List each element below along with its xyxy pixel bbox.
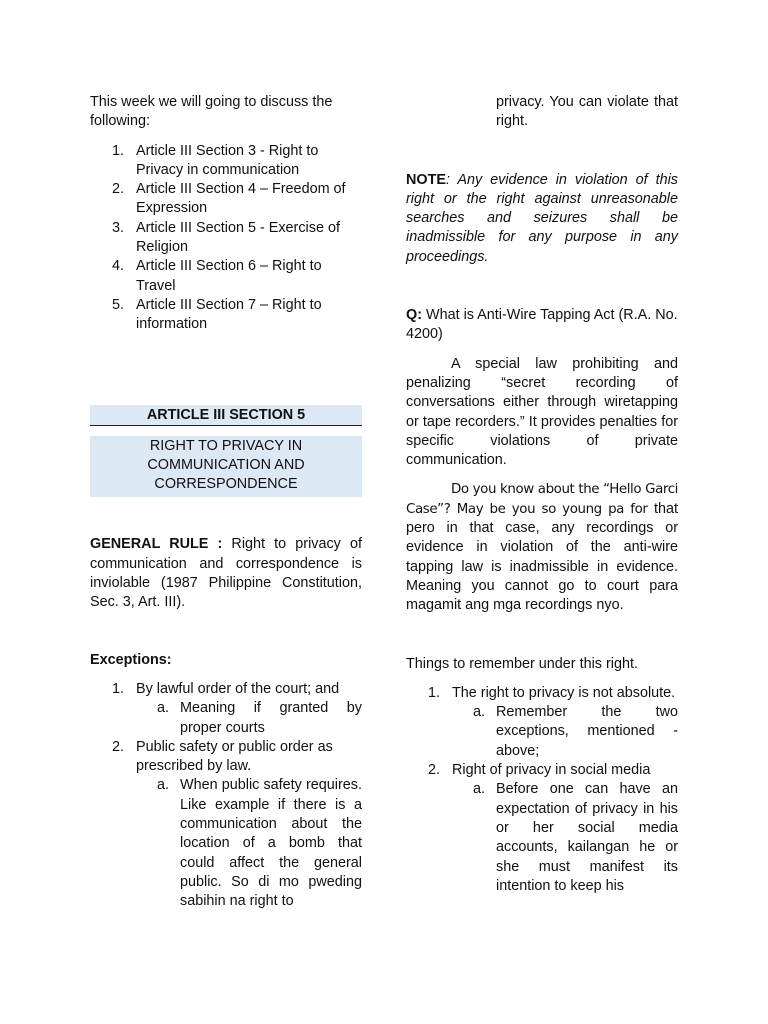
right-column: [406, 93, 678, 896]
list-item: 1. The right to privacy is not absolute.: [428, 684, 676, 701]
sub-list-item: a. When public safety requires. Like example if there is a communication about the location of a bomb that could affect the general public. So di mo pweding sabihin na right to: [157, 777, 362, 910]
hello-garci-rest: that pero in that case, any recordings or evidence in violation of the anti-wire tapping law is inadmissible in evidence. Meaning you cannot go to court para magamit ang mga recordings nyo.: [406, 500, 678, 614]
section-heading: ARTICLE III SECTION 5: [90, 405, 362, 426]
sub-list-item: a. Meaning if granted by proper courts: [157, 700, 362, 736]
list-item: 1. By lawful order of the court; and: [112, 680, 340, 697]
answer-paragraph: A special law prohibiting and penalizing “secret recording of conversations either through wiretapping or tape recorders.” It provides penalties for specific violations of private communication.: [406, 355, 678, 469]
general-rule-label: GENERAL RULE :: [90, 536, 223, 553]
section-subheading: RIGHT TO PRIVACY IN COMMUNICATION AND CORRESPONDENCE: [90, 436, 362, 498]
list-item: 2. Article III Section 4 – Freedom of Expression: [112, 181, 346, 217]
intro-text: This week we will going to discuss the following:: [90, 94, 333, 130]
question: [406, 306, 678, 345]
remember-intro: Things to remember under this right.: [406, 655, 638, 672]
sub-list-item: a. Before one can have an expectation of privacy in his or her social media accounts, kailangan he or she must manifest its intention to keep his: [473, 781, 678, 894]
list-item: 1. Article III Section 3 - Right to Privacy in communication: [112, 142, 319, 178]
list-item: 2. Right of privacy in social media: [428, 762, 651, 779]
note-label: NOTE: [406, 171, 446, 188]
left-column: [90, 93, 362, 912]
list-item: 4. Article III Section 6 – Right to Travel: [112, 258, 322, 294]
remember-list: [406, 684, 678, 896]
hello-garci-lead: Do you know about the “Hello Garci Case”? May be you so young pa for: [406, 482, 678, 517]
question-label: Q:: [406, 307, 422, 324]
general-rule-text: Right to privacy of communication and correspondence is inviolable (1987 Philippine Constitution, Sec. 3, Art. III).: [90, 536, 362, 611]
general-rule: [90, 535, 362, 612]
exceptions-list: [90, 680, 362, 912]
list-item: 5. Article III Section 7 – Right to information: [112, 296, 322, 333]
topics-list: [90, 142, 362, 335]
note-paragraph: [406, 171, 678, 267]
list-item: 2. Public safety or public order as prescribed by law.: [112, 738, 333, 775]
continuation-text: privacy. You can violate that right.: [496, 94, 678, 130]
note-text: : Any evidence in violation of this right or the right against unreasonable searches and seizures shall be inadmissible for any purpose in any proceedings.: [406, 171, 678, 265]
exceptions-heading: Exceptions:: [90, 651, 172, 668]
sub-list-item: a. Remember the two exceptions, mentioned - above;: [473, 704, 678, 759]
question-text: What is Anti-Wire Tapping Act (R.A. No. 4200): [406, 307, 678, 343]
hello-garci-paragraph: [406, 480, 678, 615]
list-item: 3. Article III Section 5 - Exercise of Religion: [112, 219, 340, 256]
